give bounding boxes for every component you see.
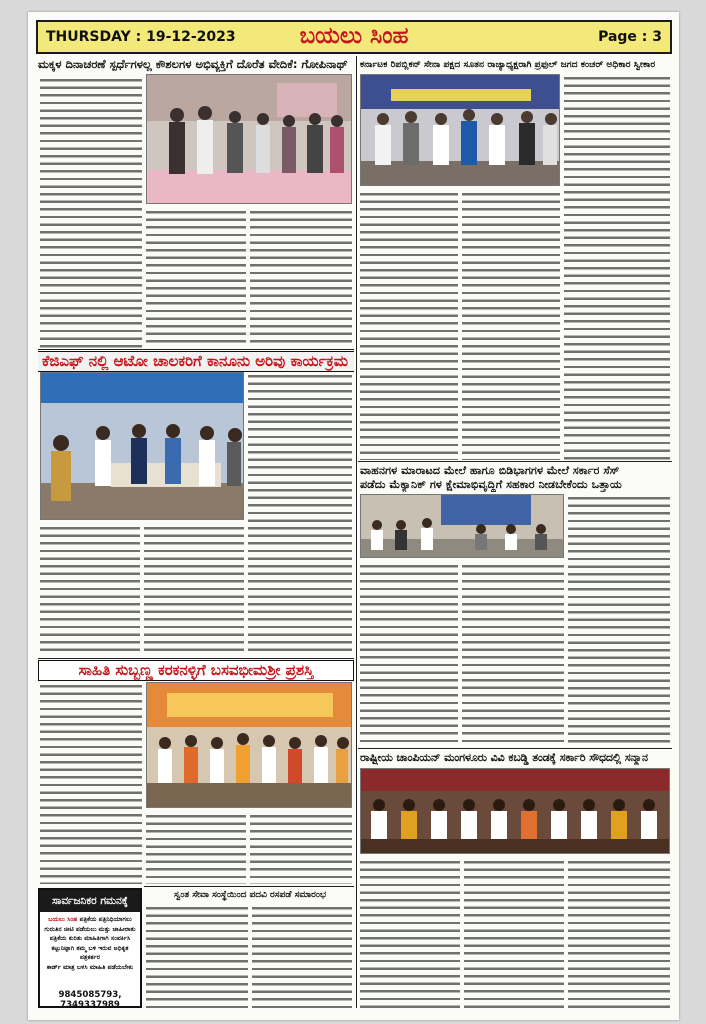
page-number: Page : 3 bbox=[598, 29, 662, 45]
article-body-kabaddi-col3 bbox=[568, 858, 670, 1008]
article-body-republican-sena-col1 bbox=[360, 190, 458, 460]
article-body-republican-sena-col2 bbox=[462, 190, 560, 460]
article-body-kabaddi-col1 bbox=[360, 858, 460, 1008]
article-headline-kgf-auto: ಕೆಜಿಎಫ್ ನಲ್ಲಿ ಆಟೋ ಚಾಲಕರಿಗೆ ಕಾನೂನು ಅರಿವು ಕಾರ್ಯಕ್ರಮ bbox=[38, 351, 354, 372]
column-divider-center bbox=[356, 56, 357, 1008]
notice-phone-numbers: 9845085793, 7349337989 bbox=[58, 990, 122, 1010]
notice-line-4: ಕಟ್ಟುನಿಟ್ಟಾಗಿ ತಮ್ಮ ಬಳಿ ಇರುವ ಅಧಿಕೃತ ಪತ್ರಕರ್ತರ bbox=[51, 944, 129, 961]
article-headline-kabaddi: ರಾಷ್ಟ್ರೀಯ ಚಾಂಪಿಯನ್ ಮಂಗಳೂರು ವಿವಿ ಕಬಡ್ಡಿ ತಂಡಕ್ಕೆ ಸರ್ಕಾರಿ ಸೌಧದಲ್ಲಿ ಸನ್ಮಾನ bbox=[360, 751, 648, 764]
article-body-mechanics-col1 bbox=[360, 562, 458, 746]
article-body-graduation-col2 bbox=[252, 904, 352, 1008]
section-divider-3 bbox=[358, 461, 672, 462]
article-photo-mechanics bbox=[360, 494, 564, 558]
article-body-mechanics-col3 bbox=[568, 494, 670, 746]
team-photo-image bbox=[361, 769, 670, 854]
article-body-mechanics-col2 bbox=[462, 562, 564, 746]
article-headline-subbanna-award: ಸಾಹಿತಿ ಸುಬ್ಬಣ್ಣ ಕರಕನಳ್ಳಿಗೆ ಬಸವಭೀಮಶ್ರೀ ಪ್ರಶಸ್ತಿ bbox=[38, 660, 354, 681]
article-body-kgf-col1 bbox=[40, 524, 140, 656]
article-photo-award bbox=[146, 682, 352, 808]
public-notice-box bbox=[38, 888, 142, 1008]
notice-line-5: ಕಾರ್ಡ್ ಮಾತ್ರ ಬಳಸಿ ಮಾಹಿತಿ ಪಡೆಯಬೇಕು bbox=[46, 963, 134, 971]
article-photo-kabaddi bbox=[360, 768, 670, 854]
group-photo-image bbox=[147, 75, 352, 204]
article-body-award-col2 bbox=[146, 812, 246, 884]
article-body-children-day-col2 bbox=[146, 208, 246, 348]
notice-line-3: ಪತ್ರಿಕೆಯ ಕುರಿತು ಮಾಹಿತಿಗಾಗಿ ಸಂಪರ್ಕಿಸಿ bbox=[49, 935, 131, 942]
notice-title: ಸಾರ್ವಜನಿಕರ ಗಮನಕ್ಕೆ bbox=[40, 890, 140, 912]
notice-brand: ಬಯಲು ಸಿಂಹ bbox=[48, 916, 78, 923]
article-photo-kgf-auto bbox=[40, 372, 244, 520]
issue-date: THURSDAY : 19-12-2023 bbox=[46, 29, 236, 45]
stage-photo-image bbox=[361, 75, 560, 186]
masthead bbox=[36, 20, 672, 54]
article-body-award-col3 bbox=[250, 812, 352, 884]
section-divider-2 bbox=[38, 658, 354, 659]
article-photo-children-day bbox=[146, 74, 352, 204]
section-divider-1 bbox=[38, 349, 354, 350]
article-body-kgf-col3 bbox=[248, 372, 352, 656]
section-divider-4 bbox=[358, 748, 672, 749]
article-headline-republican-sena: ಕರ್ನಾಟಕ ರಿಪಬ್ಲಿಕನ್ ಸೇನಾ ಪಕ್ಷದ ಸೂತನ ರಾಜ್ಯಾಧ್ಯಕ್ಷರಾಗಿ ಪ್ರಫುಲ್ ಜಗದ ಕಂಚರ್ ಅಧಿಕಾರ ಸ್ವೀಕಾರ bbox=[360, 59, 656, 70]
article-body-kgf-col2 bbox=[144, 524, 244, 656]
notice-line-2: ಗುರುತಿನ ಚೀಟಿ ಪಡೆಯಲು ಮತ್ತು ಜಾಹೀರಾತು bbox=[44, 925, 136, 933]
article-headline-mechanics-line1: ವಾಹನಗಳ ಮಾರಾಟದ ಮೇಲೆ ಹಾಗೂ ಬಿಡಿಭಾಗಗಳ ಮೇಲೆ ಸರ್ಕಾರ ಸೆಸ್ bbox=[360, 464, 620, 477]
notice-line-1: ಪತ್ರಿಕೆಯ ಪತ್ರಿನಿಧಿಯಾಗಲು bbox=[79, 916, 132, 923]
award-photo-image bbox=[147, 683, 352, 808]
article-body-children-day-col1 bbox=[40, 76, 142, 348]
article-headline-children-day: ಮಕ್ಕಳ ದಿನಾಚರಣೆ ಸ್ಪರ್ಧೆಗಳಲ್ಲ ಕೌಶಲಗಳ ಅಭಿವ್ಯಕ್ತಿಗೆ ದೊರೆತ ವೇದಿಕೆ: ಗೋಪಿನಾಥ್ bbox=[38, 57, 348, 71]
section-divider-5 bbox=[144, 886, 354, 887]
event-photo-image bbox=[41, 373, 244, 520]
article-photo-republican-sena bbox=[360, 74, 560, 186]
notice-body bbox=[42, 915, 138, 972]
article-headline-graduation: ಸ್ವಂತ ಸೇವಾ ಸಂಸ್ಥೆಯಿಂದ ಪದವಿ ರಸಪಡೆ ಸಮಾರಂಭ bbox=[174, 890, 326, 900]
article-body-award-col1 bbox=[40, 682, 142, 884]
article-headline-mechanics-line2: ಪಡೆದು ಮೆಕ್ಯಾನಿಕ್ ಗಳ ಕ್ಷೇಮಾಭಿವೃದ್ಧಿಗೆ ಸಹಕಾರ ನೀಡಬೇಕೆಂದು ಒತ್ತಾಯ bbox=[360, 478, 622, 491]
article-body-kabaddi-col2 bbox=[464, 858, 564, 1008]
article-body-children-day-col3 bbox=[250, 208, 352, 348]
article-body-graduation-col1 bbox=[146, 904, 248, 1008]
newspaper-title: ಬಯಲು ಸಿಂಹ bbox=[299, 23, 409, 49]
meeting-photo-image bbox=[361, 495, 564, 558]
article-body-republican-sena-col3 bbox=[564, 74, 670, 460]
